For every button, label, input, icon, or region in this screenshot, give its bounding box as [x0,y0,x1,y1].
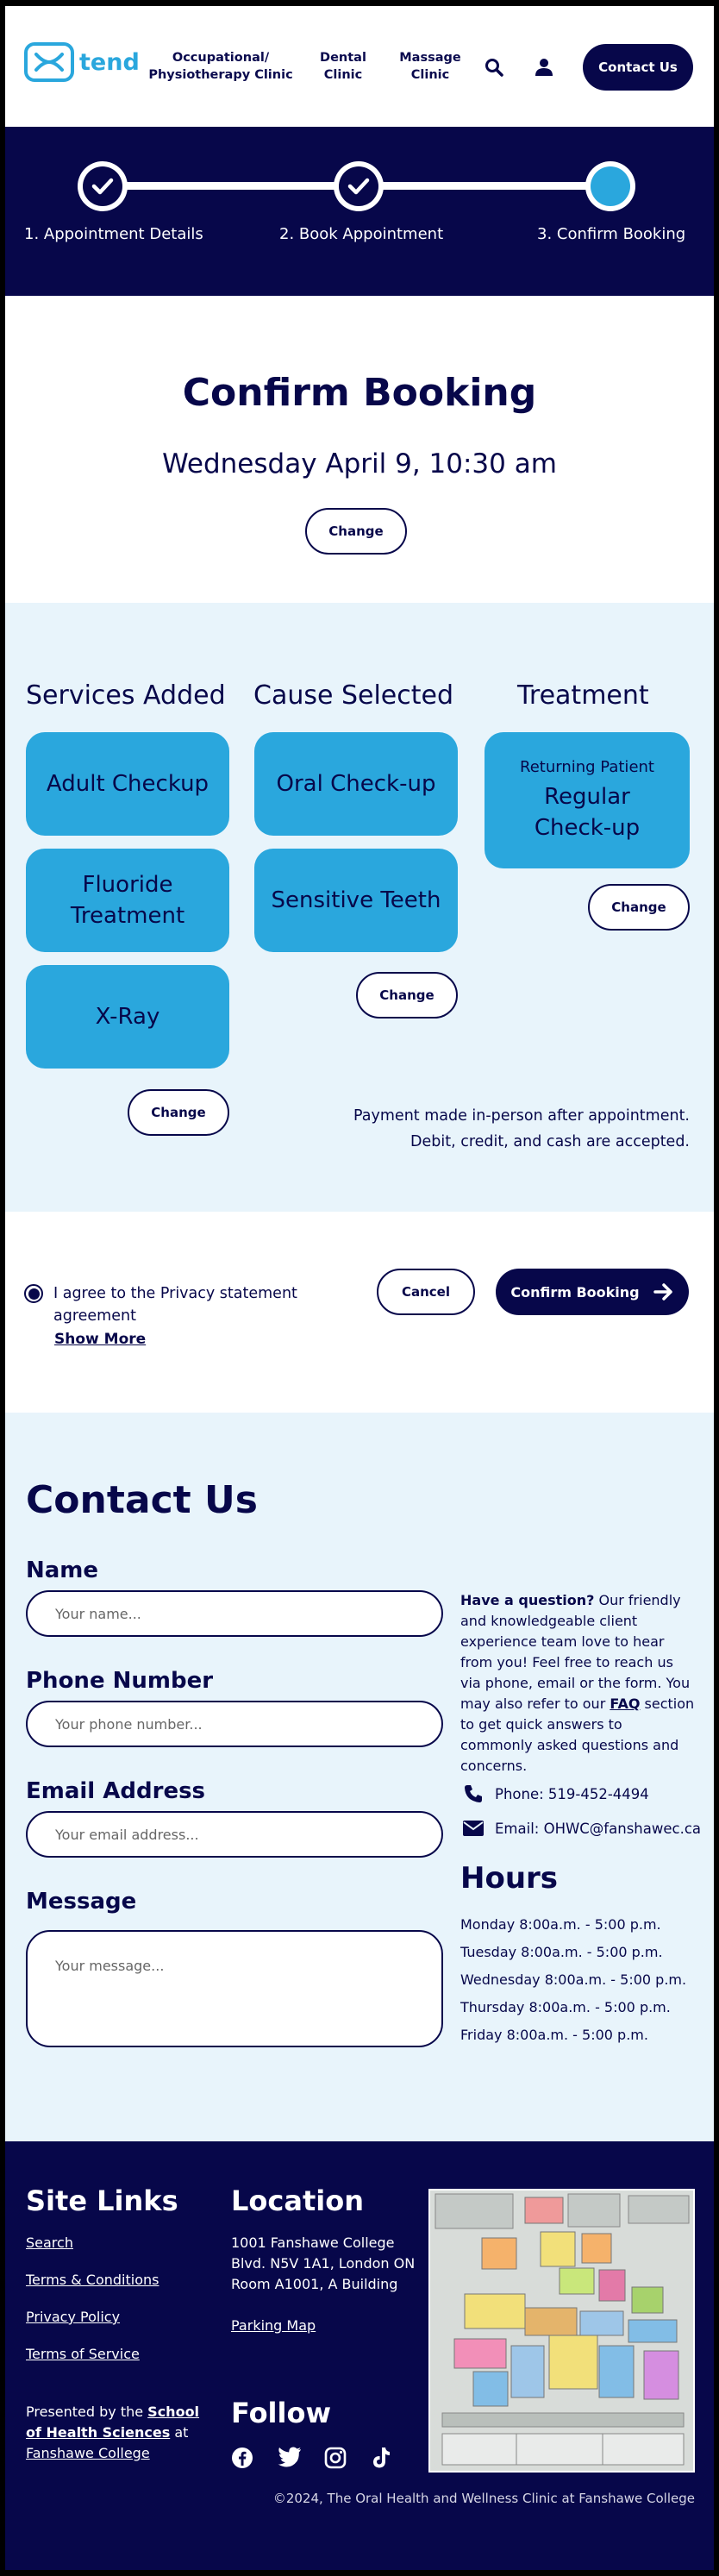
step-1-label: 1. Appointment Details [24,225,203,243]
address-line: Blvd. N5V 1A1, London ON [231,2255,416,2272]
change-treatment-button[interactable]: Change [588,884,690,931]
follow-title: Follow [231,2397,332,2429]
phone-icon [460,1783,486,1804]
copyright: ©2024, The Oral Health and Wellness Clinic at Fanshawe College [272,2491,695,2506]
email-info [460,1820,701,1837]
contact-blurb-bold: Have a question? [460,1592,595,1608]
email-input[interactable] [26,1811,443,1858]
check-icon [91,178,114,195]
service-card [26,849,229,952]
confirm-booking-button[interactable] [496,1269,689,1315]
presented-text: at [170,2424,189,2441]
privacy-agree-radio[interactable] [24,1284,43,1303]
logo-text: tend [79,48,140,76]
confirm-booking-label: Confirm Booking [510,1283,640,1301]
facebook-icon[interactable] [231,2447,253,2473]
instagram-icon[interactable] [324,2447,347,2473]
name-input[interactable] [26,1590,443,1637]
confirm-section [5,296,714,603]
contact-section [5,1413,714,2141]
show-more-link[interactable]: Show More [54,1331,147,1348]
hours-row: Friday 8:00a.m. - 5:00 p.m. [460,2027,648,2043]
parking-map-link[interactable]: Parking Map [231,2317,316,2334]
service-card-text: Adult Checkup [46,771,209,797]
nav-massage[interactable]: Massage Clinic [399,51,461,82]
treatment-card [485,732,690,868]
cause-card-text: Oral Check-up [276,771,436,797]
email-label: Email Address [26,1778,206,1804]
service-card-text: Fluoride Treatment [70,872,185,929]
service-card-text: X-Ray [95,1004,160,1030]
change-services-button[interactable]: Change [128,1089,229,1136]
check-icon [347,178,370,195]
contact-blurb-text: Our friendly and knowledgeable client experience team love to hear from you! Feel free to reach us via phone, email or the form. You may also refer to our [460,1592,691,1712]
college-link[interactable]: Fanshawe College [26,2445,150,2461]
services-section [5,603,714,1212]
payment-note-line: Debit, credit, and cash are accepted. [410,1133,690,1150]
location-title: Location [231,2184,364,2217]
phone-label: Phone Number [26,1668,214,1694]
page-title: Confirm Booking [182,371,537,415]
user-icon[interactable] [535,58,553,80]
payment-note-line: Payment made in-person after appointment. [353,1107,690,1125]
footer-link-terms-conditions[interactable]: Terms & Conditions [26,2272,159,2288]
message-textarea[interactable] [26,1930,443,2047]
envelope-icon [460,1820,486,1837]
faq-link[interactable]: FAQ [610,1695,641,1712]
services-added-heading: Services Added [26,680,226,711]
change-cause-button[interactable]: Change [356,972,458,1018]
change-datetime-button[interactable]: Change [305,508,407,555]
page [5,6,714,2570]
arrow-right-icon [653,1283,674,1301]
privacy-agree-label: I agree to the Privacy statement agreement [53,1285,297,1325]
step-3-label: 3. Confirm Booking [537,225,686,243]
treatment-card-text: Regular Check-up [534,784,641,841]
email-text: Email: OHWC@fanshawec.ca [495,1820,702,1837]
contact-blurb [460,1590,695,1777]
phone-text: Phone: 519-452-4494 [495,1785,649,1802]
hours-row: Tuesday 8:00a.m. - 5:00 p.m. [460,1944,663,1960]
hours-row: Thursday 8:00a.m. - 5:00 p.m. [460,1999,671,2015]
site-footer [5,2141,714,2570]
hours-row: Wednesday 8:00a.m. - 5:00 p.m. [460,1971,687,1988]
message-label: Message [26,1889,137,1915]
logo[interactable] [24,42,140,82]
step-2-label: 2. Book Appointment [279,225,444,243]
twitter-icon[interactable] [278,2447,302,2471]
phone-input[interactable] [26,1701,443,1747]
presented-text: Presented by the [26,2404,148,2420]
phone-info [460,1783,649,1804]
contact-us-button[interactable]: Contact Us [583,44,693,91]
cancel-button[interactable]: Cancel [377,1269,475,1315]
step-1-circle [78,161,128,211]
appointment-datetime: Wednesday April 9, 10:30 am [162,448,557,479]
tiktok-icon[interactable] [371,2447,391,2473]
hours-row: Monday 8:00a.m. - 5:00 p.m. [460,1916,661,1933]
nav-physio[interactable]: Occupational/ Physiotherapy Clinic [148,51,293,82]
contact-title: Contact Us [26,1478,258,1522]
step-2-circle [334,161,384,211]
hours-title: Hours [460,1861,559,1896]
footer-link-search[interactable]: Search [26,2234,73,2251]
cause-card-text: Sensitive Teeth [271,887,441,913]
school-link[interactable]: School of Health Sciences [26,2404,200,2441]
search-icon[interactable] [485,58,503,80]
name-label: Name [26,1558,99,1583]
site-header [5,6,714,127]
service-card [26,732,229,836]
cause-card [254,732,458,836]
treatment-card-subtitle: Returning Patient [520,758,654,776]
footer-link-privacy[interactable]: Privacy Policy [26,2309,121,2325]
site-links-title: Site Links [26,2184,178,2217]
address-line: 1001 Fanshawe College [231,2234,395,2251]
address-line: Room A1001, A Building [231,2276,398,2292]
progress-steps [5,127,714,296]
step-3-circle [585,161,635,211]
presented-by [26,2402,207,2464]
footer-link-terms-service[interactable]: Terms of Service [26,2346,140,2362]
campus-map-image[interactable] [428,2189,695,2473]
logo-icon [24,42,74,82]
nav-dental[interactable]: Dental Clinic [320,51,366,82]
service-card [26,965,229,1069]
treatment-heading: Treatment [517,680,649,711]
agreement-section [5,1212,714,1413]
cause-selected-heading: Cause Selected [253,680,454,711]
cause-card [254,849,458,952]
payment-note [353,1103,690,1155]
contact-blurb-text: section to get quick answers to commonly asked questions and concerns. [460,1695,695,1774]
